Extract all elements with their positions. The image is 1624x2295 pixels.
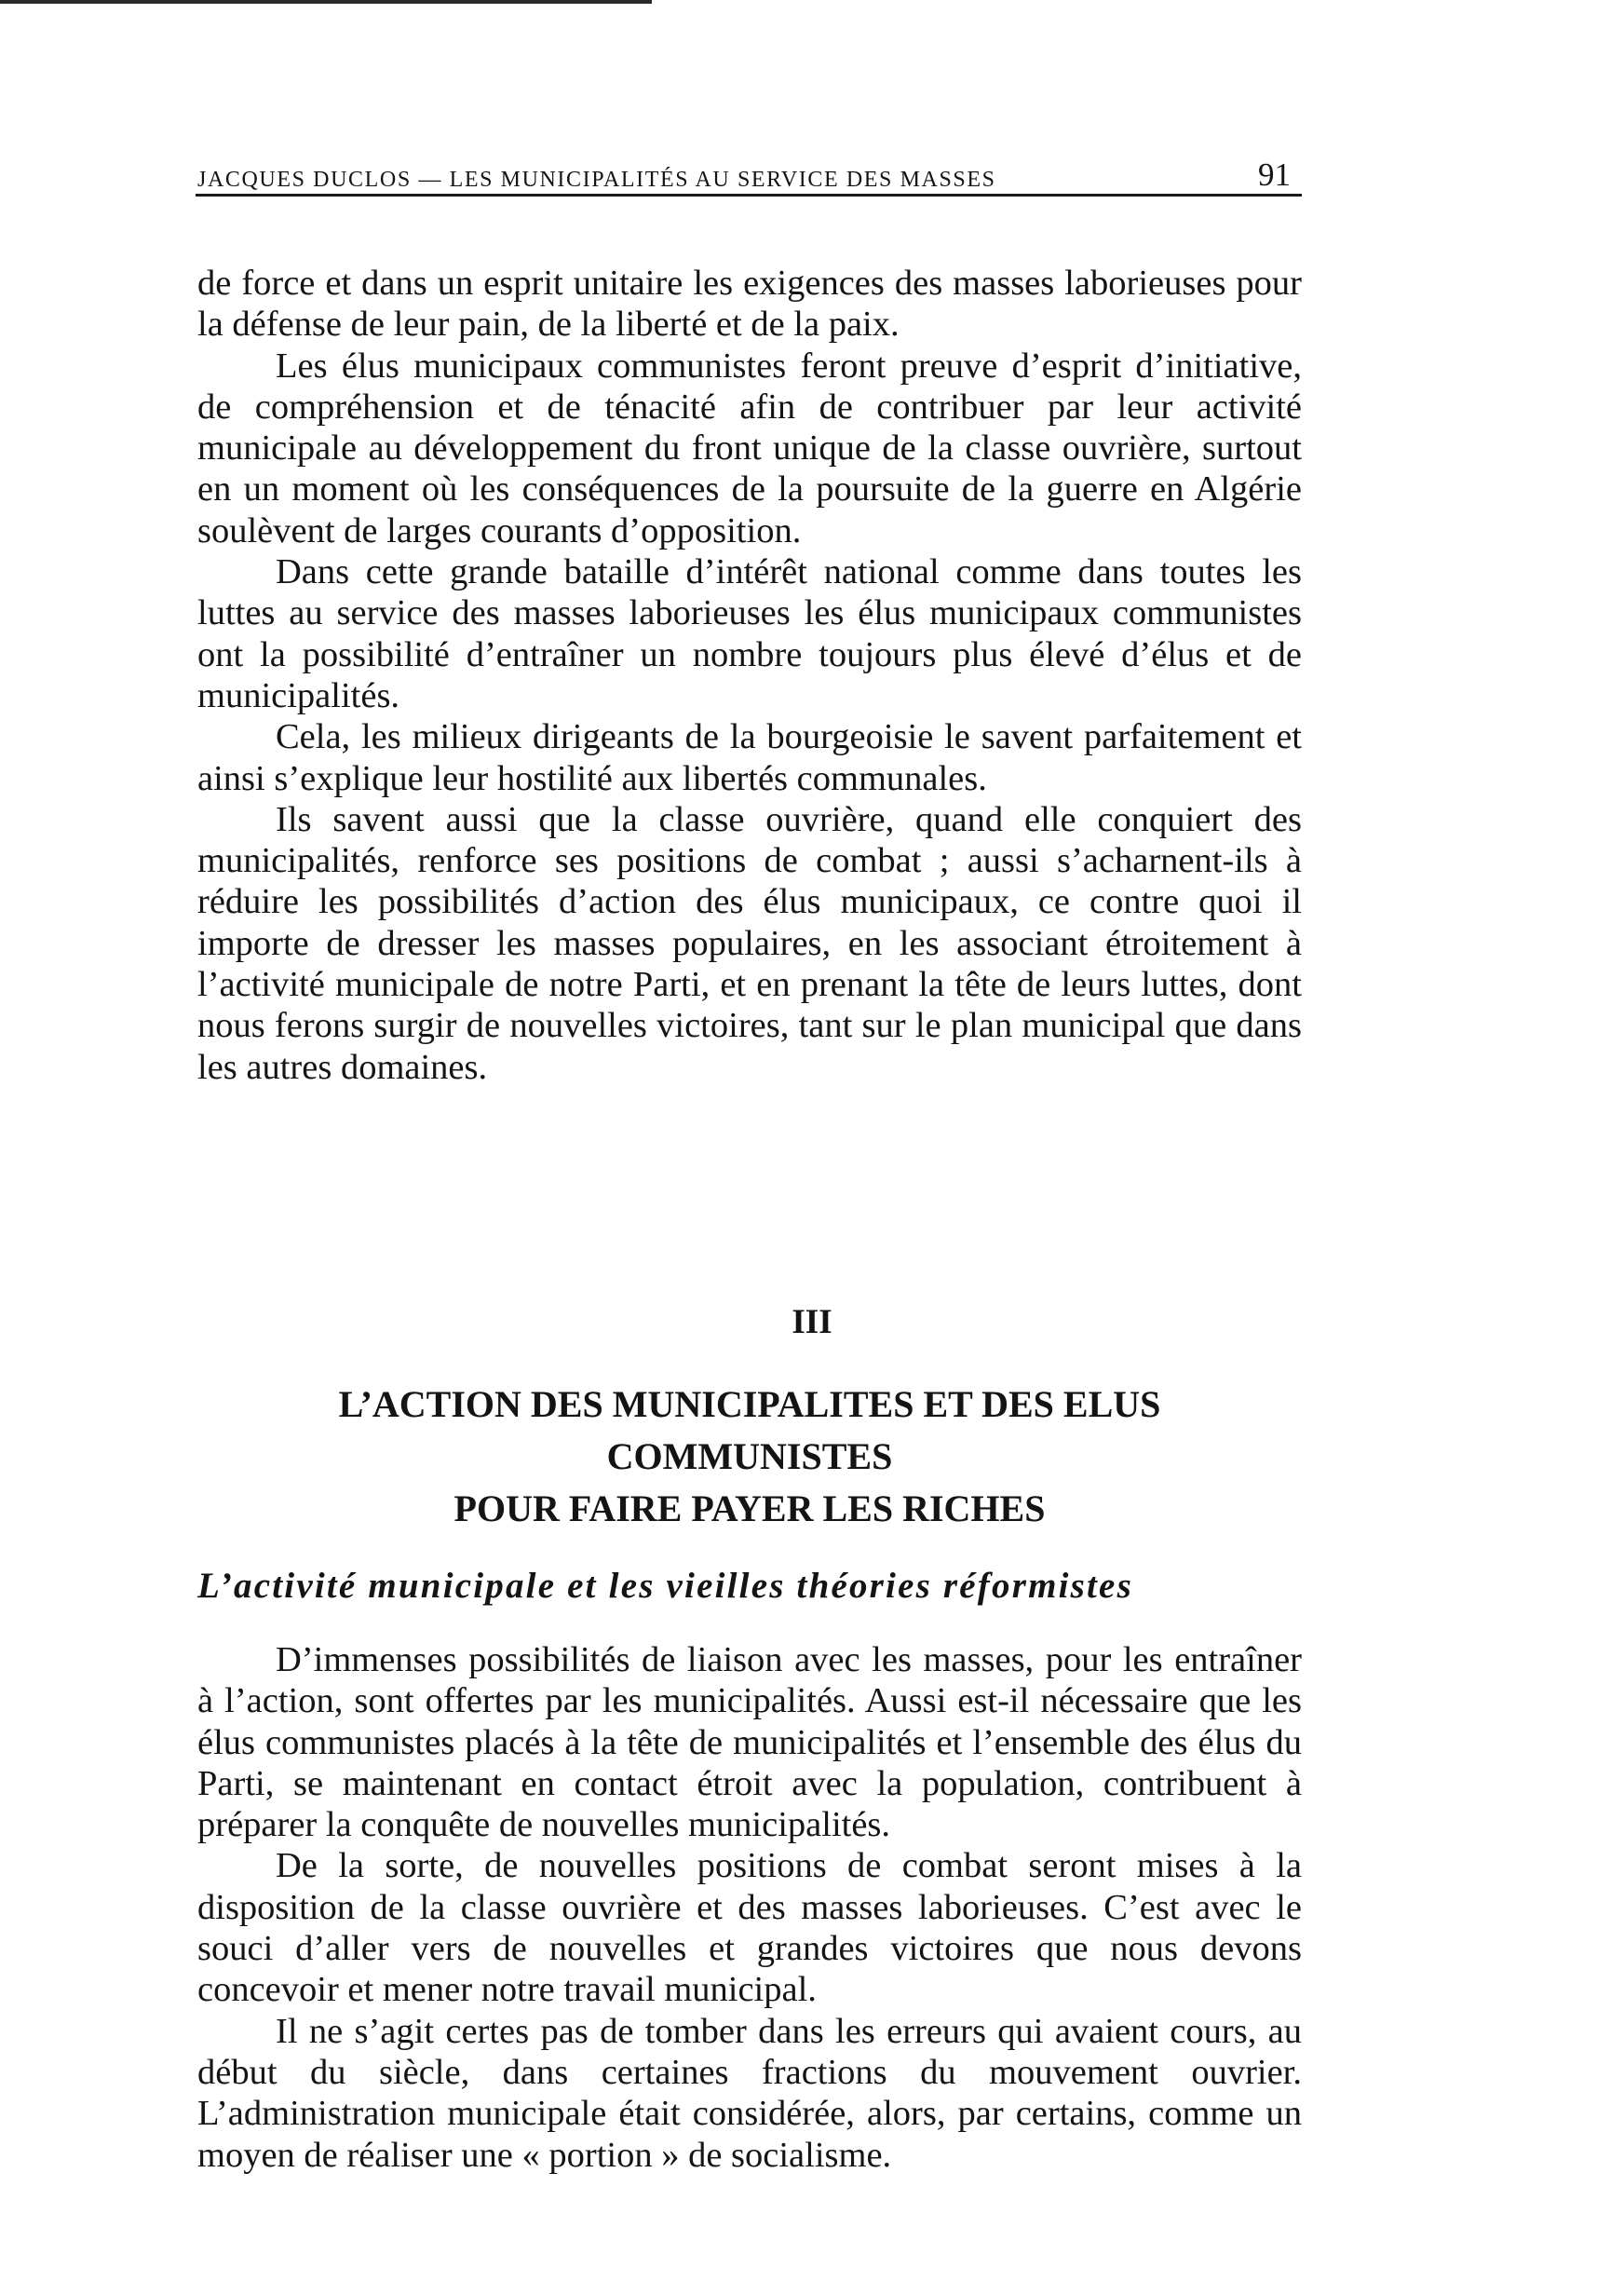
running-title: JACQUES DUCLOS — LES MUNICIPALITÉS AU SERVICE DES MASSES [197, 168, 996, 192]
running-header [196, 156, 1302, 197]
paragraph: De la sorte, de nouvelles positions de combat seront mises à la disposition de la classe ouvrière et des masses laborieuses. C’est avec le souci d’aller vers de nouvelles et grandes victoires que nous devons concevoir et mener notre travail municipal. [197, 1846, 1302, 2010]
section-subheading: L’activité municipale et les vieilles théories réformistes [197, 1566, 1133, 1606]
paragraph: D’immenses possibilités de liaison avec les masses, pour les entraîner à l’action, sont offertes par les municipalités. Aussi est-il nécessaire que les élus communistes placés à la tête de municipalités et l’ensemble des élus du Parti, se maintenant en contact étroit avec la population, contribuent à préparer la conquête de nouvelles municipalités. [197, 1640, 1302, 1845]
body-text-bottom [197, 1639, 1302, 2176]
paragraph: de force et dans un esprit unitaire les exigences des masses laborieuses pour la défense de leur pain, de la liberté et de la paix. [197, 264, 1302, 345]
section-title-line: L’ACTION DES MUNICIPALITES ET DES ELUS [338, 1383, 1161, 1425]
paragraph: Cela, les milieux dirigeants de la bourgeoisie le savent parfaitement et ainsi s’explique leur hostilité aux libertés communales. [197, 717, 1302, 798]
page-number: 91 [1258, 156, 1291, 193]
section-title-line: COMMUNISTES [606, 1435, 893, 1477]
body-text-top [197, 263, 1302, 1088]
scan-top-rule [0, 0, 652, 4]
paragraph: Les élus municipaux communistes feront preuve d’esprit d’initiative, de compréhension et de ténacité afin de contribuer par leur activité municipale au développement du front unique de la classe ouvrière, surtout en un moment où les conséquences de la poursuite de la guerre en Algérie soulèvent de larges courants d’opposition. [197, 346, 1302, 550]
section-title-line: POUR FAIRE PAYER LES RICHES [453, 1487, 1046, 1529]
paragraph: Dans cette grande bataille d’intérêt national comme dans toutes les luttes au service des masses laborieuses les élus municipaux communistes ont la possibilité d’entraîner un nombre toujours plus élevé d’élus et de municipalités. [197, 552, 1302, 715]
paragraph: Ils savent aussi que la classe ouvrière, quand elle conquiert des municipalités, renforce ses positions de combat ; aussi s’acharnent-ils à réduire les possibilités d’action des élus municipaux, ce contre quoi il importe de dresser les masses populaires, en les associant étroitement à l’activité municipale de notre Parti, et en prenant la tête de leurs luttes, dont nous ferons surgir de nouvelles victoires, tant sur le plan municipal que dans les autres domaines. [197, 799, 1302, 1087]
paragraph: Il ne s’agit certes pas de tomber dans les erreurs qui avaient cours, au début du siècle, dans certaines fractions du mouvement ouvrier. L’administration municipale était considérée, alors, par certains, comme un moyen de réaliser une « portion » de socialisme. [197, 2011, 1302, 2175]
section-number: III [792, 1303, 832, 1341]
section-title [197, 1378, 1302, 1535]
